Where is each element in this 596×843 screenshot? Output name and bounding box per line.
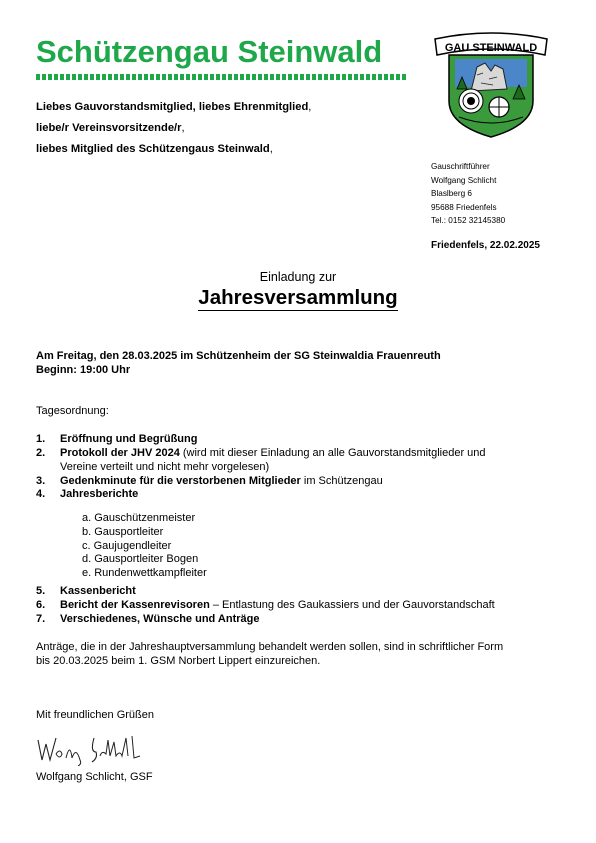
agenda-item: 5. Kassenbericht bbox=[36, 585, 136, 597]
invitation-title: Jahresversammlung bbox=[198, 286, 398, 309]
meeting-date-location: Am Freitag, den 28.03.2025 im Schützenheim der SG Steinwaldia Frauenreuth bbox=[36, 350, 441, 362]
agenda-item: 4. Jahresberichte bbox=[36, 488, 139, 500]
meeting-start-time: Beginn: 19:00 Uhr bbox=[36, 363, 131, 376]
invitation-subtitle: Einladung zur bbox=[259, 270, 337, 284]
agenda-item: 3. Gedenkminute für die verstorbenen Mitglieder im Schützengau bbox=[36, 475, 383, 487]
motions-paragraph: Anträge, die in der Jahreshauptversammlung behandelt werden sollen, sind in schriftlicher Form bis 20.03.2025 beim 1. GSM Norbert Lippert einzureichen. bbox=[36, 641, 504, 668]
agenda-subitem: b. Gausportleiter bbox=[82, 526, 164, 538]
agenda-item: 2. Protokoll der JHV 2024 (wird mit dieser Einladung an alle Gauvorstandsmitglieder und Vereine verteilt und nicht mehr vorgelesen) bbox=[36, 447, 486, 473]
crest-banner-text: GAU STEINWALD bbox=[444, 42, 538, 54]
sender-role: Gauschriftführer bbox=[431, 162, 490, 171]
title-underline-divider bbox=[36, 74, 406, 80]
gau-steinwald-crest-logo bbox=[433, 31, 549, 144]
closing-greeting: Mit freundlichen Grüßen bbox=[36, 709, 154, 721]
meeting-info bbox=[36, 350, 441, 377]
agenda-subitem: d. Gausportleiter Bogen bbox=[82, 553, 199, 565]
agenda-heading: Tagesordnung: bbox=[36, 405, 109, 417]
page-title: Schützengau Steinwald bbox=[36, 34, 383, 69]
sender-phone: Tel.: 0152 32145380 bbox=[431, 216, 506, 225]
salutation-line-2: liebe/r Vereinsvorsitzende/r, bbox=[36, 122, 185, 134]
handwritten-signature bbox=[36, 732, 146, 771]
agenda-item: 1. Eröffnung und Begrüßung bbox=[36, 433, 198, 445]
date-line: Friedenfels, 22.02.2025 bbox=[431, 240, 540, 251]
agenda-subitem: a. Gauschützenmeister bbox=[82, 512, 196, 524]
agenda-subitem: c. Gaujugendleiter bbox=[82, 540, 172, 552]
sender-street: Blaslberg 6 bbox=[431, 189, 472, 198]
agenda-subitem: e. Rundenwettkampfleiter bbox=[82, 567, 207, 579]
sender-city: 95688 Friedenfels bbox=[431, 203, 497, 212]
salutation-line-3: liebes Mitglied des Schützengaus Steinwald, bbox=[36, 143, 273, 155]
salutation-line-1: Liebes Gauvorstandsmitglied, liebes Ehrenmitglied, bbox=[36, 101, 312, 113]
sender-name: Wolfgang Schlicht bbox=[431, 176, 497, 185]
signer-name: Wolfgang Schlicht, GSF bbox=[36, 771, 153, 783]
agenda-item: 6. Bericht der Kassenrevisoren – Entlastung des Gaukassiers und der Gauvorstandschaft bbox=[36, 599, 495, 611]
agenda-item: 7. Verschiedenes, Wünsche und Anträge bbox=[36, 613, 260, 625]
